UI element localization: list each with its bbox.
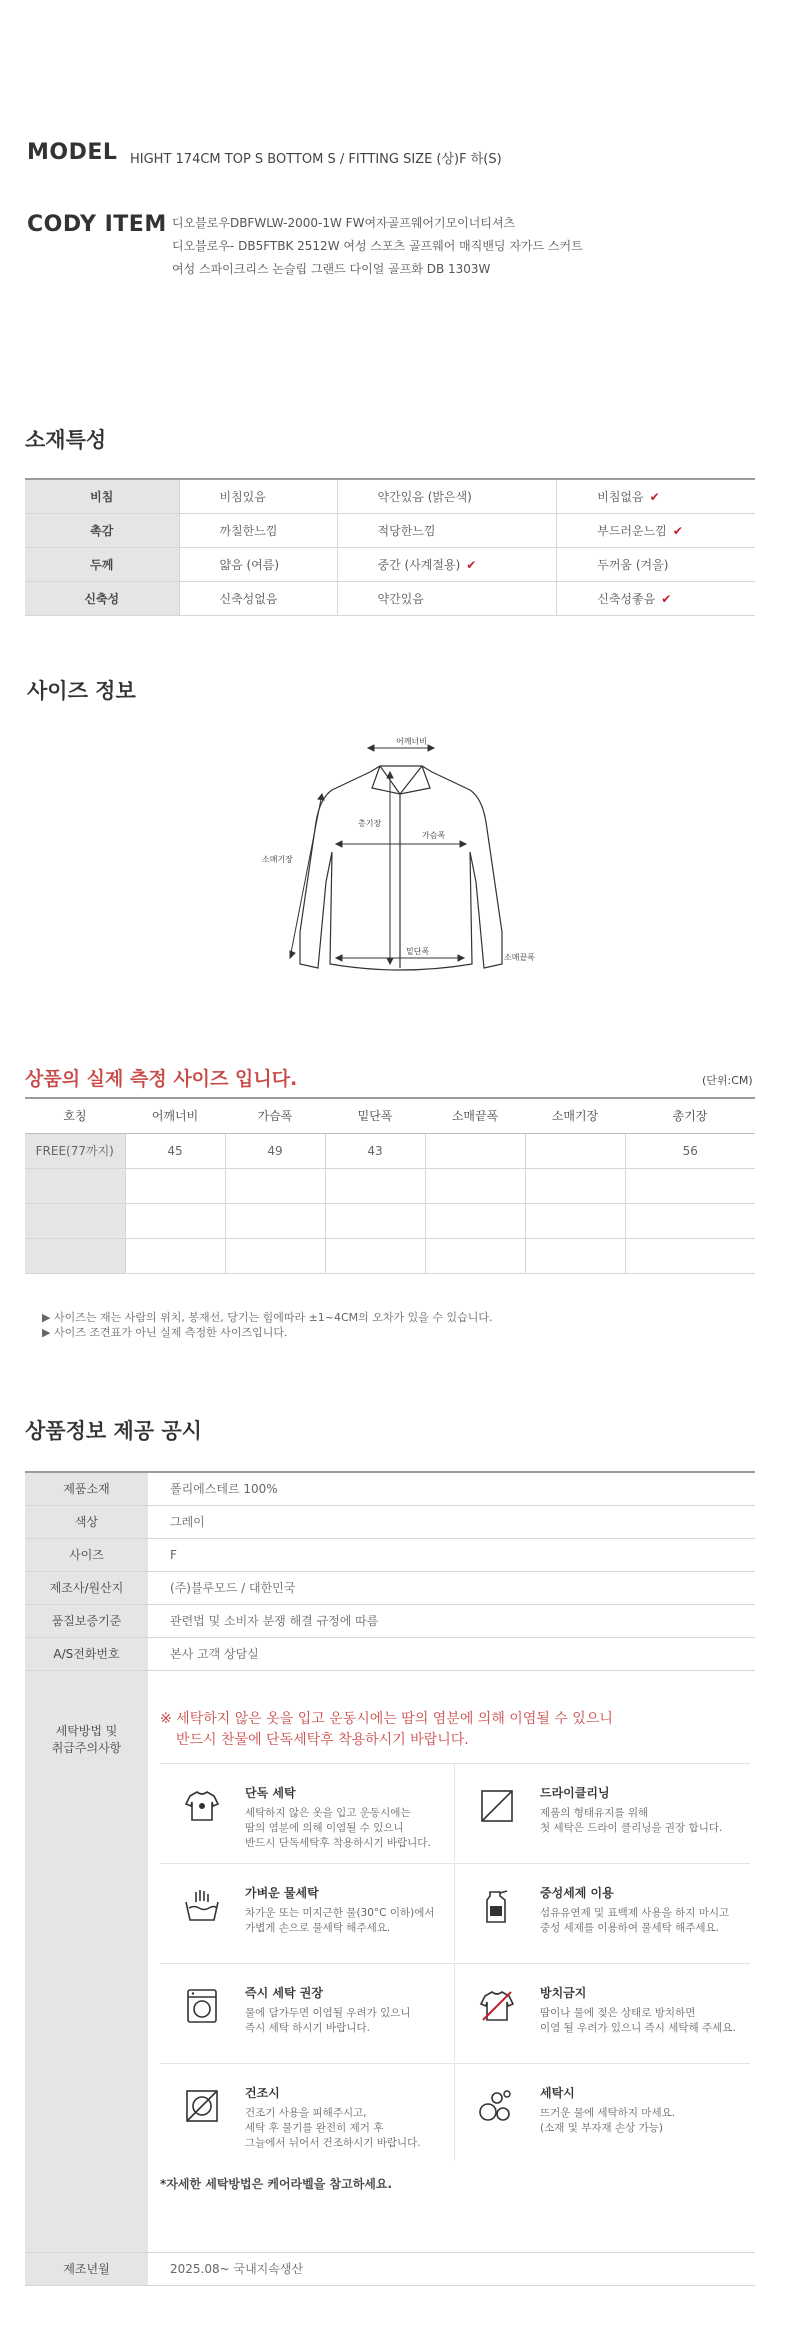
measure-cell — [125, 1238, 225, 1273]
measure-cell — [225, 1238, 325, 1273]
no-soaking-icon — [477, 1986, 517, 2026]
material-option-label: 까칠한느낌 — [219, 523, 278, 538]
care-item-desc: 제품의 형태유지를 위해 첫 세탁은 드라이 클리닝을 권장 합니다. — [540, 1806, 723, 1834]
material-table — [25, 478, 755, 616]
check-icon: ✔ — [661, 591, 672, 606]
product-info-label: 제조사/원산지 — [25, 1571, 148, 1604]
care-item-title: 중성세제 이용 — [540, 1885, 614, 1900]
material-option — [337, 581, 557, 615]
product-info-label: 품질보증기준 — [25, 1604, 148, 1637]
cody-item-label: CODY ITEM — [27, 212, 167, 237]
material-row-label: 촉감 — [25, 513, 179, 547]
measure-cell — [325, 1203, 425, 1238]
sleeve-label: 소매기장 — [262, 855, 293, 864]
measure-heading: 상품의 실제 측정 사이즈 입니다. — [25, 1068, 298, 1090]
measure-header: 가슴폭 — [225, 1098, 325, 1133]
product-info-row — [25, 1637, 755, 1670]
measure-cell — [325, 1168, 425, 1203]
material-row — [25, 513, 755, 547]
material-row — [25, 581, 755, 615]
care-item — [160, 2063, 455, 2161]
material-option — [557, 513, 755, 547]
size-note: ▶ 사이즈는 재는 사람의 위치, 봉재선, 당기는 힘에따라 ±1~4CM의 오차가 있을 수 있습니다. — [42, 1311, 493, 1324]
care-warning — [160, 1709, 755, 1751]
care-item-desc: 건조기 사용을 피해주시고, 세탁 후 물기를 완전히 제거 후 그늘에서 뉘어서 건조하시기 바랍니다. — [245, 2106, 421, 2149]
material-option-label: 신축성없음 — [219, 591, 278, 606]
measure-cell — [425, 1133, 525, 1168]
product-info-label: 사이즈 — [25, 1538, 148, 1571]
care-item — [455, 1763, 750, 1861]
material-title: 소재특성 — [25, 428, 107, 452]
measure-row — [25, 1168, 755, 1203]
material-option — [557, 581, 755, 615]
material-option-label: 중간 (사계절용) — [377, 557, 461, 572]
measure-cell: 43 — [325, 1133, 425, 1168]
hand-wash-icon — [182, 1886, 222, 1926]
measure-cell — [25, 1168, 125, 1203]
measure-cell: 49 — [225, 1133, 325, 1168]
manufacture-date-value: 2025.08~ 국내지속생산 — [148, 2252, 755, 2285]
measure-cell: 56 — [625, 1133, 755, 1168]
measure-cell — [25, 1238, 125, 1273]
measure-unit: (단위:CM) — [702, 1074, 753, 1087]
dry-clean-icon — [477, 1786, 517, 1826]
length-label: 총기장 — [358, 819, 382, 828]
product-info-row — [25, 2252, 755, 2285]
care-row — [25, 1670, 755, 2252]
care-warning-line: 반드시 찬물에 단독세탁후 착용하시기 바랍니다. — [176, 1731, 469, 1748]
measure-cell — [425, 1238, 525, 1273]
measure-header: 소매끝폭 — [425, 1098, 525, 1133]
material-option — [337, 513, 557, 547]
product-info-value: 본사 고객 상담실 — [148, 1637, 755, 1670]
material-option-label: 두꺼움 (겨울) — [597, 557, 669, 572]
care-item-desc: 차가운 또는 미지근한 물(30°C 이하)에서 가볍게 손으로 물세탁 해주세요. — [245, 1906, 435, 1934]
measure-header: 호칭 — [25, 1098, 125, 1133]
measure-cell: FREE(77까지) — [25, 1133, 125, 1168]
measure-cell — [525, 1203, 625, 1238]
product-info-title: 상품정보 제공 공시 — [25, 1419, 202, 1443]
measure-cell — [525, 1168, 625, 1203]
measure-cell — [125, 1168, 225, 1203]
care-grid — [160, 1763, 750, 2163]
care-item — [455, 2063, 750, 2161]
material-option-label: 부드러운느낌 — [597, 523, 667, 538]
size-notes — [42, 1310, 493, 1340]
care-item-title: 즉시 세탁 권장 — [245, 1985, 323, 2000]
model-value: HIGHT 174CM TOP S BOTTOM S / FITTING SIZE (상)F 하(S) — [130, 152, 502, 167]
product-info-row — [25, 1604, 755, 1637]
product-info-value: 관련법 및 소비자 분쟁 해결 규정에 따름 — [148, 1604, 755, 1637]
measure-cell — [425, 1168, 525, 1203]
check-icon: ✔ — [466, 557, 477, 572]
measure-row — [25, 1238, 755, 1273]
hem-label: 밑단폭 — [406, 947, 430, 956]
measure-cell — [625, 1203, 755, 1238]
care-item — [160, 1763, 455, 1861]
measure-cell — [625, 1168, 755, 1203]
measure-cell — [25, 1203, 125, 1238]
care-item-desc: 땀이나 물에 젖은 상태로 방치하면 이염 될 우려가 있으니 즉시 세탁해 주세요. — [540, 2006, 736, 2034]
measure-header: 소매기장 — [525, 1098, 625, 1133]
material-row-label: 비침 — [25, 479, 179, 513]
material-option — [179, 581, 337, 615]
measure-header: 어깨너비 — [125, 1098, 225, 1133]
care-item-title: 가벼운 물세탁 — [245, 1885, 319, 1900]
care-item — [160, 1963, 455, 2061]
product-info-row — [25, 1472, 755, 1505]
material-option-label: 신축성좋음 — [597, 591, 656, 606]
cody-item: 디오블로우DBFWLW-2000-1W FW여자골프웨어기모이너티셔츠 — [172, 216, 516, 230]
size-note: ▶ 사이즈 조견표가 아닌 실제 측정한 사이즈입니다. — [42, 1326, 288, 1339]
care-item-title: 세탁시 — [540, 2085, 575, 2100]
care-warning-line: ※ 세탁하지 않은 옷을 입고 운동시에는 땀의 염분에 의해 이염될 수 있으니 — [160, 1710, 613, 1727]
product-info-label: 색상 — [25, 1505, 148, 1538]
care-item — [455, 1863, 750, 1961]
neutral-detergent-icon — [477, 1886, 517, 1926]
material-option — [557, 479, 755, 513]
care-item-title: 건조시 — [245, 2085, 280, 2100]
material-row — [25, 547, 755, 581]
material-option-label: 비침있음 — [219, 489, 266, 504]
care-item-title: 단독 세탁 — [245, 1785, 296, 1800]
product-info-value: 그레이 — [148, 1505, 755, 1538]
check-icon: ✔ — [672, 523, 683, 538]
cody-item: 디오블로우- DB5FTBK 2512W 여성 스포츠 골프웨어 매직밴딩 자가드 스커트 — [172, 239, 583, 253]
no-dryer-icon — [182, 2086, 222, 2126]
manufacture-date-label: 제조년월 — [25, 2252, 148, 2285]
care-item-title: 방치금지 — [540, 1985, 587, 2000]
measure-header: 밑단폭 — [325, 1098, 425, 1133]
chest-label: 가슴폭 — [422, 831, 446, 840]
care-item-title: 드라이클리닝 — [540, 1785, 610, 1800]
cody-item-list — [172, 212, 583, 281]
measure-cell — [425, 1203, 525, 1238]
care-item — [160, 1863, 455, 1961]
measure-cell — [125, 1203, 225, 1238]
material-option — [337, 547, 557, 581]
material-option — [337, 479, 557, 513]
product-info-row — [25, 1505, 755, 1538]
care-item — [455, 1963, 750, 2061]
immediate-wash-icon — [182, 1986, 222, 2026]
material-option-label: 얇음 (여름) — [219, 557, 280, 572]
product-info-value: (주)블루모드 / 대한민국 — [148, 1571, 755, 1604]
measure-row — [25, 1133, 755, 1168]
shoulder-label: 어깨너비 — [396, 737, 427, 746]
material-row-label: 신축성 — [25, 581, 179, 615]
material-option — [179, 479, 337, 513]
material-option-label: 약간있음 — [377, 591, 424, 606]
material-option — [557, 547, 755, 581]
material-option — [179, 547, 337, 581]
product-info-value: 폴리에스테르 100% — [148, 1472, 755, 1505]
measure-table — [25, 1097, 755, 1274]
measure-cell: 45 — [125, 1133, 225, 1168]
cody-item: 여성 스파이크리스 논슬립 그랜드 다이얼 골프화 DB 1303W — [172, 262, 491, 276]
material-option-label: 적당한느낌 — [377, 523, 436, 538]
product-info-label: 제품소재 — [25, 1472, 148, 1505]
care-item-desc: 뜨거운 물에 세탁하지 마세요. (소재 및 부자재 손상 가능) — [540, 2106, 676, 2134]
measure-cell — [325, 1238, 425, 1273]
model-label: MODEL — [27, 140, 118, 165]
care-item-desc: 섬유유연제 및 표백제 사용을 하지 마시고 중성 세제를 이용하여 물세탁 해주세요. — [540, 1906, 730, 1934]
product-info-row — [25, 1571, 755, 1604]
measure-row — [25, 1203, 755, 1238]
product-info-table — [25, 1471, 755, 2286]
material-row-label: 두께 — [25, 547, 179, 581]
jacket-diagram — [250, 732, 570, 992]
size-info-title: 사이즈 정보 — [27, 679, 136, 703]
measure-cell — [525, 1133, 625, 1168]
product-info-label: A/S전화번호 — [25, 1637, 148, 1670]
measure-cell — [525, 1238, 625, 1273]
measure-cell — [225, 1168, 325, 1203]
care-item-desc: 물에 담가두면 이염될 우려가 있으니 즉시 세탁 하시기 바랍니다. — [245, 2006, 411, 2034]
care-note: *자세한 세탁방법은 케어라벨을 참고하세요. — [160, 2176, 393, 2191]
material-row — [25, 479, 755, 513]
material-option-label: 약간있음 (밝은색) — [377, 489, 472, 504]
measure-header: 총기장 — [625, 1098, 755, 1133]
check-icon: ✔ — [649, 489, 660, 504]
product-info-value: F — [148, 1538, 755, 1571]
material-option-label: 비침없음 — [597, 489, 644, 504]
cuff-label: 소매끝폭 — [504, 953, 535, 962]
single-wash-icon — [182, 1786, 222, 1826]
washing-icon — [477, 2086, 517, 2126]
material-option — [179, 513, 337, 547]
care-label: 세탁방법 및 취급주의사항 — [25, 1670, 148, 2252]
measure-cell — [225, 1203, 325, 1238]
care-item-desc: 세탁하지 않은 옷을 입고 운동시에는 땀의 염분에 의해 이염될 수 있으니 반드시 단독세탁후 착용하시기 바랍니다. — [245, 1806, 431, 1849]
product-info-row — [25, 1538, 755, 1571]
measure-cell — [625, 1238, 755, 1273]
care-content — [148, 1670, 755, 2252]
